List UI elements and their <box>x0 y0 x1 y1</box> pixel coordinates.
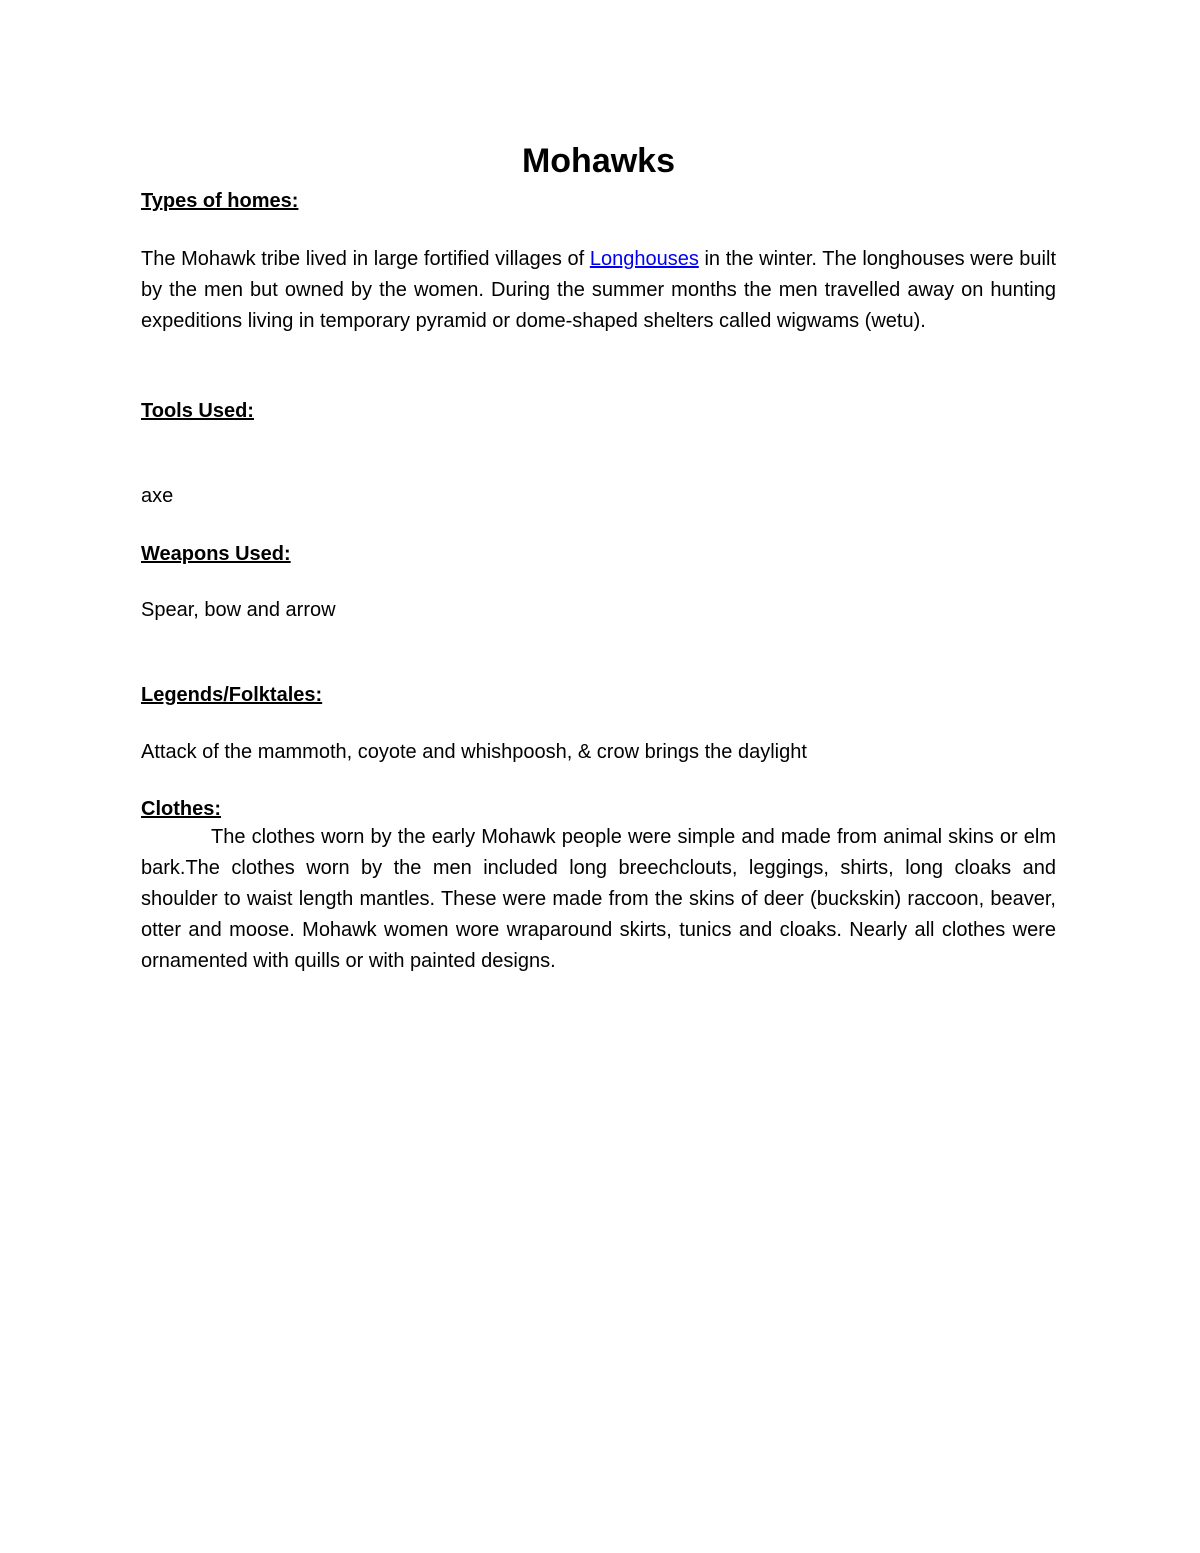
weapons-text: Spear, bow and arrow <box>141 599 336 621</box>
heading-types-of-homes: Types of homes: <box>141 190 299 212</box>
heading-legends-folktales: Legends/Folktales: <box>141 684 323 706</box>
tools-text: axe <box>141 485 174 507</box>
legends-text: Attack of the mammoth, coyote and whishpoosh, & crow brings the daylight <box>141 741 807 763</box>
heading-tools-used: Tools Used: <box>141 400 254 422</box>
homes-paragraph <box>141 244 1056 337</box>
homes-text-after-link: in the winter. The longhouses were built by the men but owned by the women. During the summer months the men travelled away on hunting expeditions living in temporary pyramid or dome-shaped shelters called wigwams (wetu). <box>141 248 1056 332</box>
heading-weapons-used: Weapons Used: <box>141 543 291 565</box>
clothes-paragraph: The clothes worn by the early Mohawk people were simple and made from animal skins or elm bark.The clothes worn by the men included long breechclouts, leggings, shirts, long cloaks and shoulder to waist length mantles. These were made from the skins of deer (buckskin) raccoon, beaver, otter and moose. Mohawk women wore wraparound skirts, tunics and cloaks. Nearly all clothes were ornamented with quills or with painted designs. <box>141 826 1056 972</box>
longhouses-link[interactable]: Longhouses <box>589 248 699 270</box>
homes-text-before-link: The Mohawk tribe lived in large fortified villages of <box>141 248 590 270</box>
heading-clothes: Clothes: <box>141 798 221 820</box>
document-title: Mohawks <box>521 142 676 180</box>
